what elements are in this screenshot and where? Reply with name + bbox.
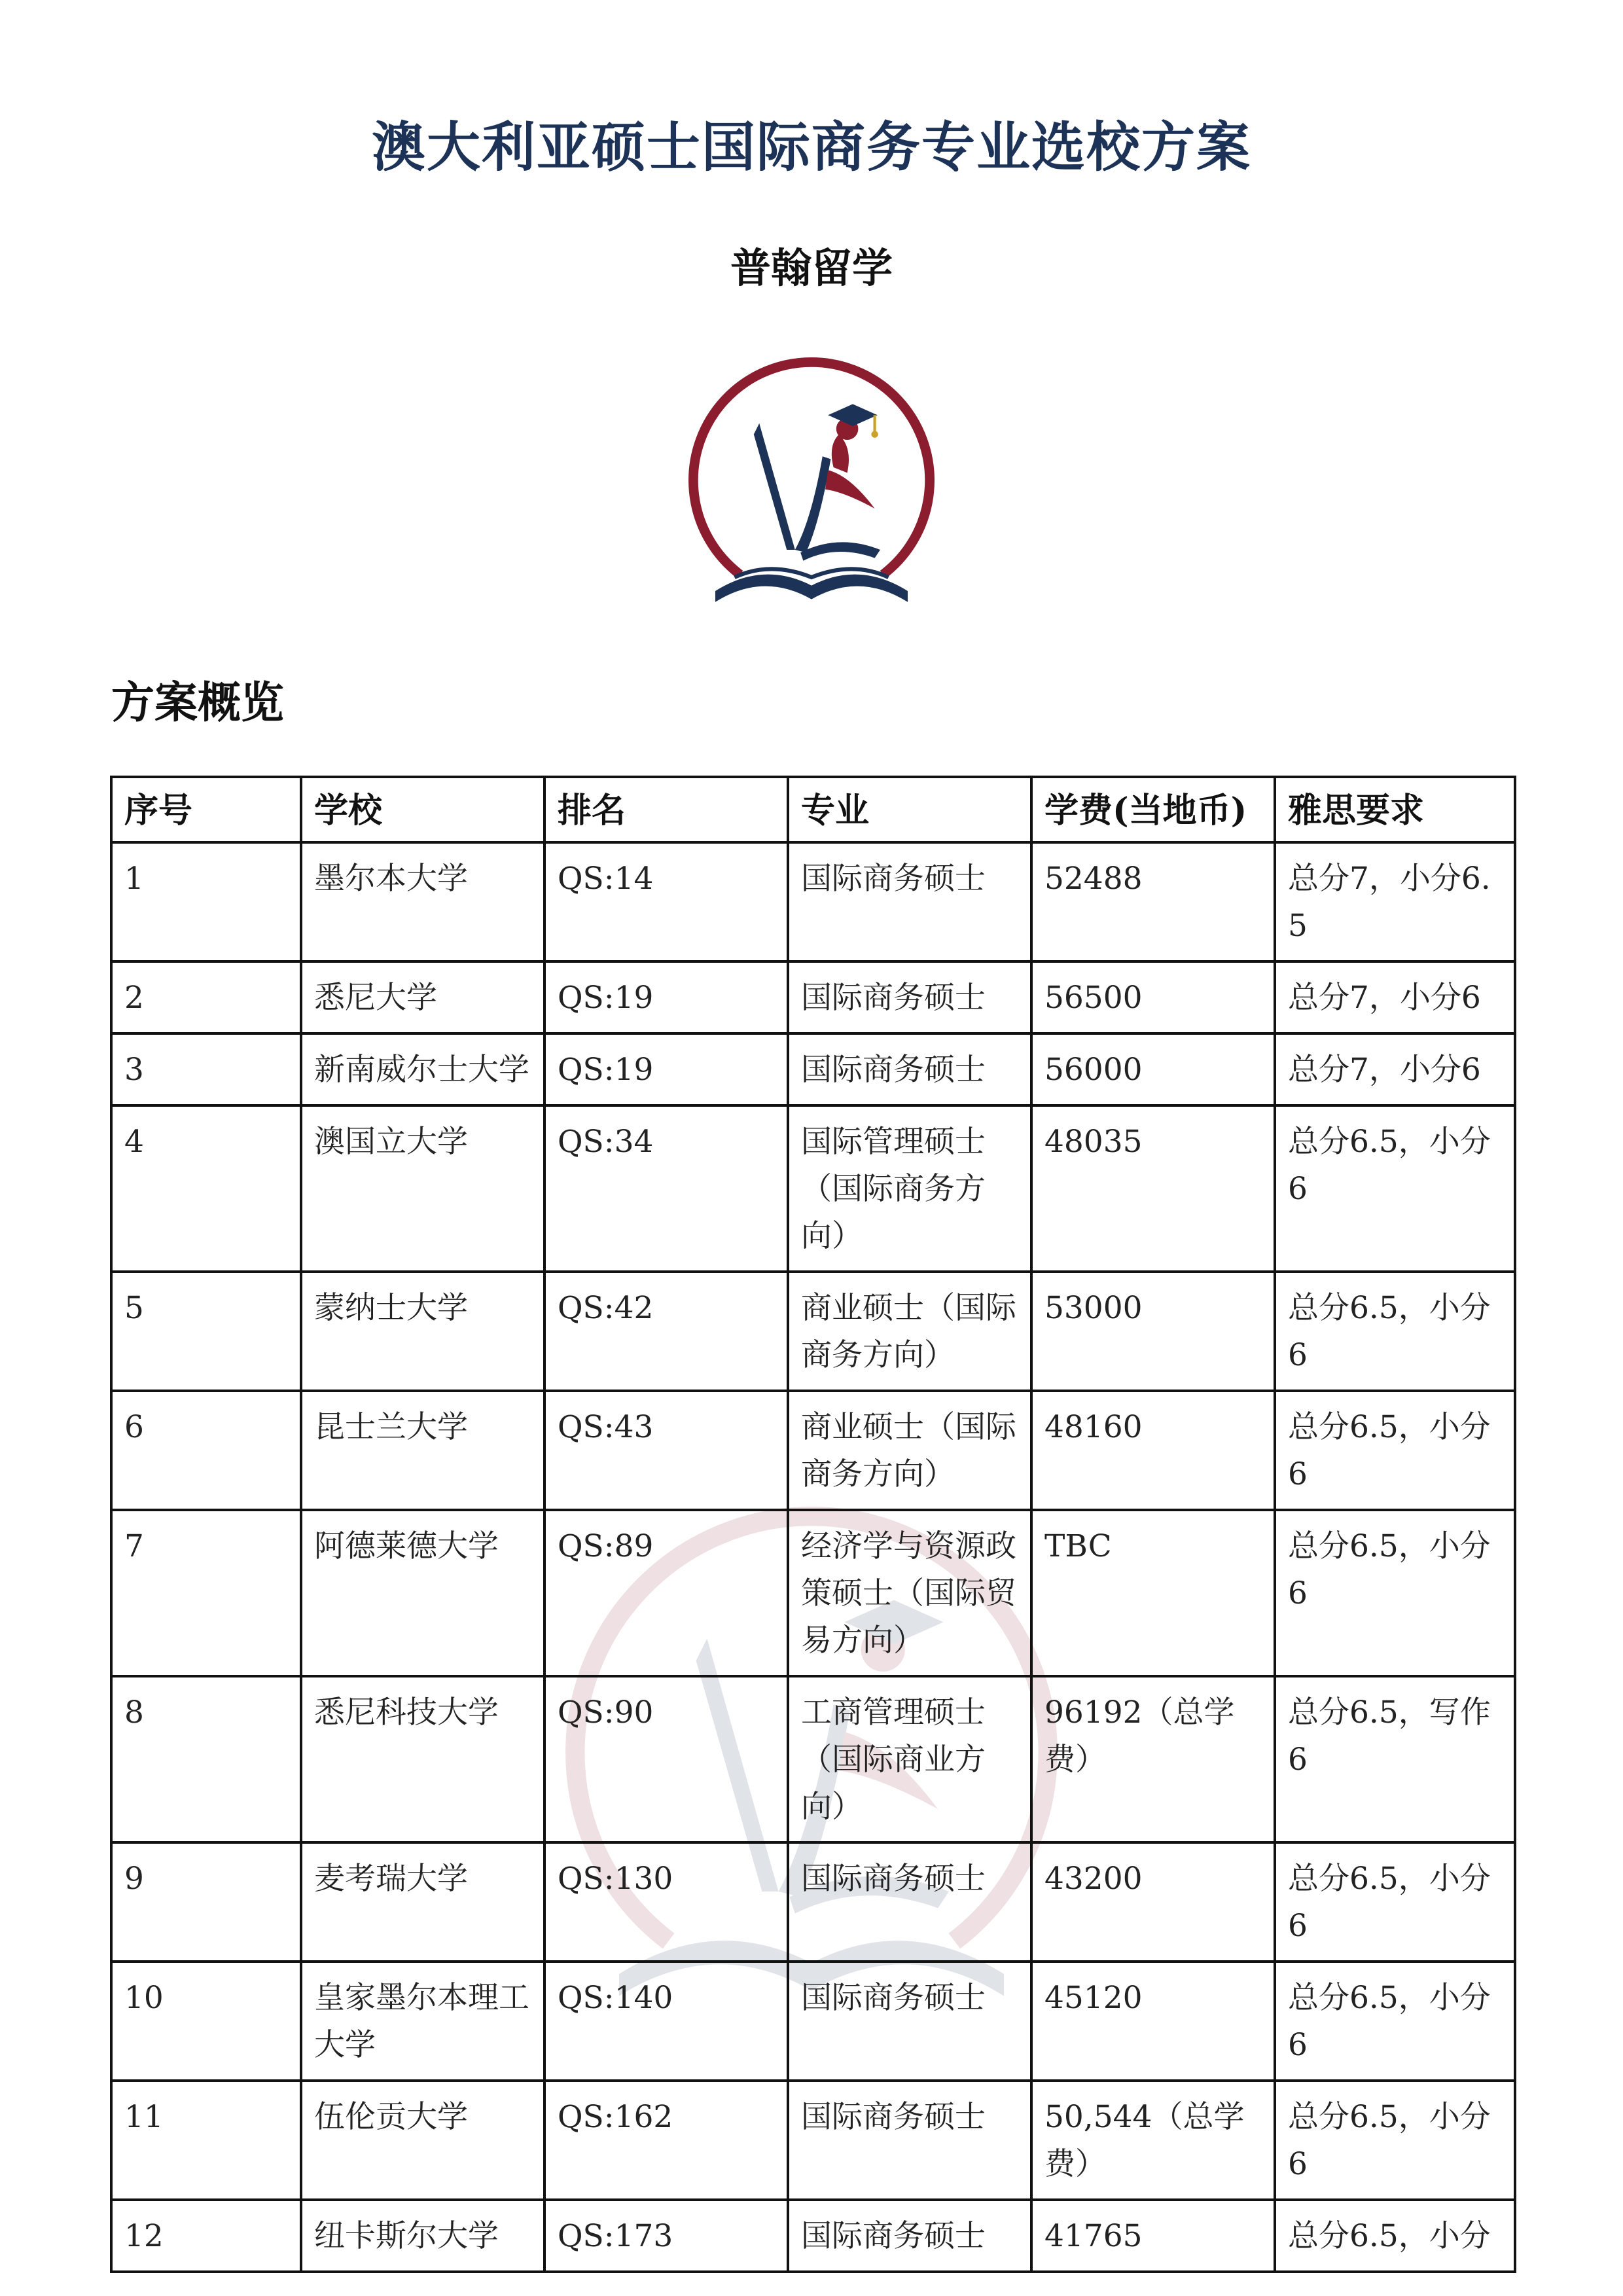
- cell-rank: QS:89: [544, 1510, 788, 1676]
- cell-tuition: 48035: [1031, 1105, 1275, 1272]
- cell-index: 4: [111, 1105, 301, 1272]
- cell-rank: QS:14: [544, 842, 788, 961]
- cell-rank: QS:173: [544, 2200, 788, 2272]
- column-header: 专业: [788, 777, 1031, 842]
- table-row: [111, 1962, 1515, 2081]
- school-plan-table: [110, 776, 1516, 2273]
- page-subtitle: 普翰留学: [730, 244, 893, 292]
- table-row: [111, 1105, 1515, 1272]
- table-row: [111, 842, 1515, 961]
- column-header: 序号: [111, 777, 301, 842]
- column-header: 雅思要求: [1275, 777, 1515, 842]
- cell-school: 新南威尔士大学: [301, 1033, 544, 1105]
- table-row: [111, 1272, 1515, 1391]
- cell-school: 阿德莱德大学: [301, 1510, 544, 1676]
- cell-school: 伍伦贡大学: [301, 2081, 544, 2200]
- cell-major: 国际商务硕士: [788, 842, 1031, 961]
- cell-school: 蒙纳士大学: [301, 1272, 544, 1391]
- cell-index: 9: [111, 1842, 301, 1962]
- cell-ielts: 总分7，小分6: [1275, 1033, 1515, 1105]
- cell-ielts: 总分7，小分6.5: [1275, 842, 1515, 961]
- cell-index: 3: [111, 1033, 301, 1105]
- cell-major: 工商管理硕士（国际商业方向）: [788, 1676, 1031, 1842]
- cell-rank: QS:19: [544, 961, 788, 1033]
- cell-tuition: 52488: [1031, 842, 1275, 961]
- column-header: 学费(当地币): [1031, 777, 1275, 842]
- cell-major: 国际商务硕士: [788, 2081, 1031, 2200]
- cell-rank: QS:42: [544, 1272, 788, 1391]
- cell-major: 商业硕士（国际商务方向）: [788, 1391, 1031, 1510]
- cell-index: 12: [111, 2200, 301, 2272]
- cell-rank: QS:140: [544, 1962, 788, 2081]
- cell-ielts: 总分6.5，小分6: [1275, 1510, 1515, 1676]
- cell-index: 11: [111, 2081, 301, 2200]
- cell-ielts: 总分6.5，小分6: [1275, 1105, 1515, 1272]
- column-header: 排名: [544, 777, 788, 842]
- cell-school: 悉尼科技大学: [301, 1676, 544, 1842]
- cell-tuition: 48160: [1031, 1391, 1275, 1510]
- cell-major: 国际商务硕士: [788, 1033, 1031, 1105]
- cell-tuition: 41765: [1031, 2200, 1275, 2272]
- page-title: 澳大利亚硕士国际商务专业选校方案: [371, 116, 1251, 179]
- cell-rank: QS:130: [544, 1842, 788, 1962]
- cell-major: 国际商务硕士: [788, 961, 1031, 1033]
- table-row: [111, 1033, 1515, 1105]
- cell-rank: QS:162: [544, 2081, 788, 2200]
- cell-school: 麦考瑞大学: [301, 1842, 544, 1962]
- cell-school: 澳国立大学: [301, 1105, 544, 1272]
- cell-tuition: 43200: [1031, 1842, 1275, 1962]
- cell-tuition: 96192（总学费）: [1031, 1676, 1275, 1842]
- cell-school: 墨尔本大学: [301, 842, 544, 961]
- cell-major: 国际商务硕士: [788, 1842, 1031, 1962]
- cell-index: 2: [111, 961, 301, 1033]
- cell-tuition: 56500: [1031, 961, 1275, 1033]
- table-row: [111, 2200, 1515, 2272]
- cell-tuition: 45120: [1031, 1962, 1275, 2081]
- cell-major: 商业硕士（国际商务方向）: [788, 1272, 1031, 1391]
- column-header: 学校: [301, 777, 544, 842]
- table-row: [111, 1676, 1515, 1842]
- cell-tuition: 53000: [1031, 1272, 1275, 1391]
- cell-rank: QS:43: [544, 1391, 788, 1510]
- cell-tuition: 56000: [1031, 1033, 1275, 1105]
- cell-index: 10: [111, 1962, 301, 2081]
- cell-ielts: 总分6.5，小分6: [1275, 1391, 1515, 1510]
- cell-ielts: 总分6.5，小分6: [1275, 1272, 1515, 1391]
- table-header-row: [111, 777, 1515, 842]
- cell-index: 5: [111, 1272, 301, 1391]
- cell-index: 7: [111, 1510, 301, 1676]
- cell-index: 1: [111, 842, 301, 961]
- cell-ielts: 总分6.5，小分6: [1275, 2081, 1515, 2200]
- cell-school: 悉尼大学: [301, 961, 544, 1033]
- cell-tuition: 50,544（总学费）: [1031, 2081, 1275, 2200]
- cell-rank: QS:90: [544, 1676, 788, 1842]
- table-row: [111, 2081, 1515, 2200]
- cell-school: 纽卡斯尔大学: [301, 2200, 544, 2272]
- pu-han-logo-icon: [674, 344, 949, 619]
- cell-index: 8: [111, 1676, 301, 1842]
- section-title-overview: 方案概览: [111, 677, 284, 728]
- cell-school: 皇家墨尔本理工大学: [301, 1962, 544, 2081]
- cell-ielts: 总分6.5，写作6: [1275, 1676, 1515, 1842]
- cell-school: 昆士兰大学: [301, 1391, 544, 1510]
- cell-major: 经济学与资源政策硕士（国际贸易方向）: [788, 1510, 1031, 1676]
- cell-ielts: 总分6.5，小分: [1275, 2200, 1515, 2272]
- cell-rank: QS:34: [544, 1105, 788, 1272]
- cell-index: 6: [111, 1391, 301, 1510]
- cell-ielts: 总分6.5，小分6: [1275, 1962, 1515, 2081]
- cell-major: 国际商务硕士: [788, 2200, 1031, 2272]
- cell-tuition: TBC: [1031, 1510, 1275, 1676]
- cell-major: 国际管理硕士（国际商务方向）: [788, 1105, 1031, 1272]
- cell-ielts: 总分6.5，小分6: [1275, 1842, 1515, 1962]
- cell-major: 国际商务硕士: [788, 1962, 1031, 2081]
- cell-ielts: 总分7，小分6: [1275, 961, 1515, 1033]
- table-row: [111, 1391, 1515, 1510]
- table-row: [111, 961, 1515, 1033]
- table-row: [111, 1842, 1515, 1962]
- table-row: [111, 1510, 1515, 1676]
- cell-rank: QS:19: [544, 1033, 788, 1105]
